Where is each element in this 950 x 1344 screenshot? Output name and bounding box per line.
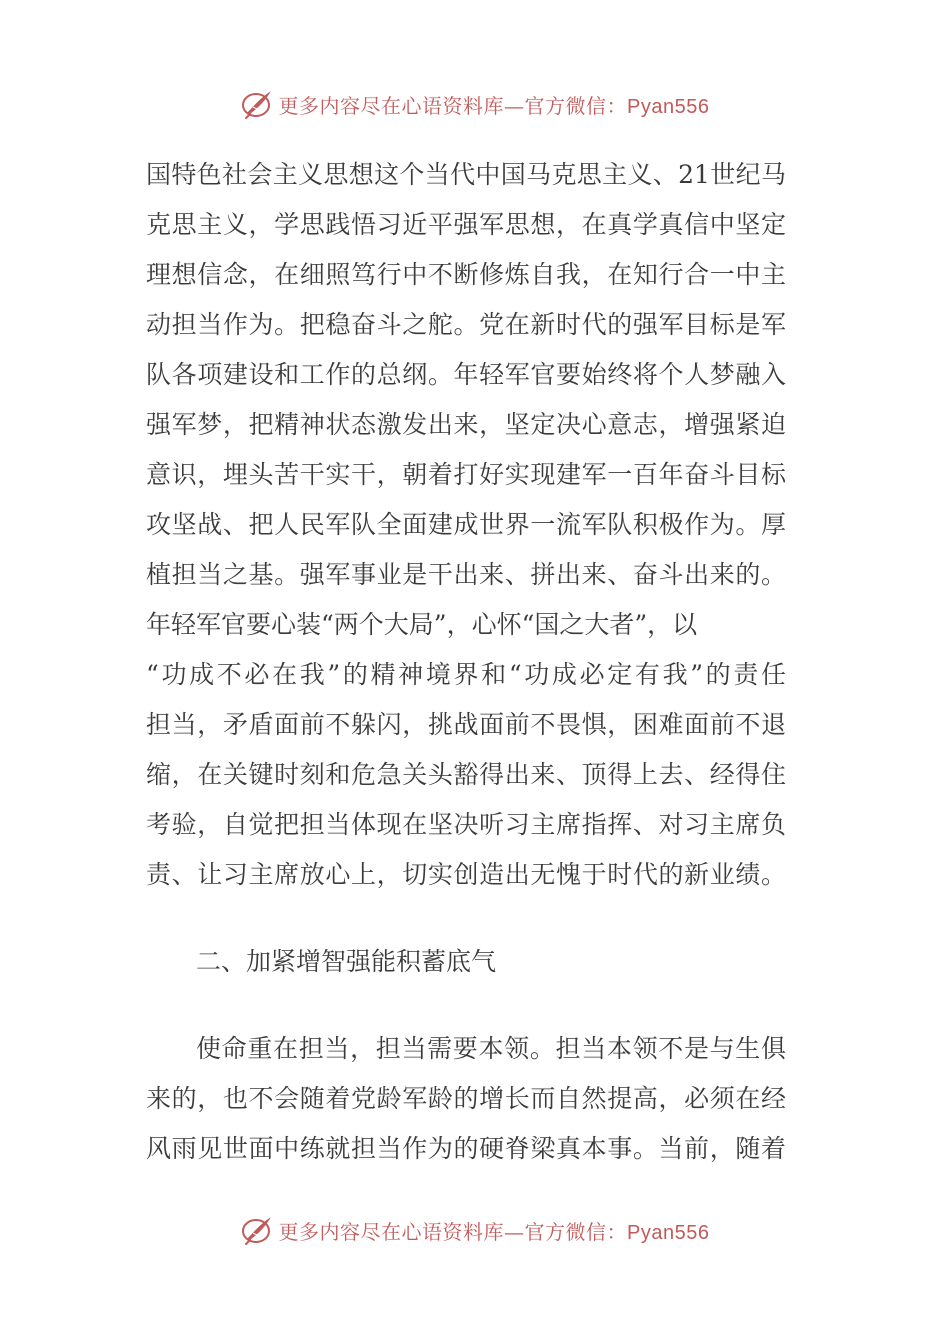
paragraph-2 bbox=[146, 1024, 786, 1174]
text-line: 责、让习主席放心上，切实创造出无愧于时代的新业绩。 bbox=[146, 860, 786, 889]
text-line: 强军梦，把精神状态激发出来，坚定决心意志，增强紧迫 bbox=[146, 410, 786, 439]
text-line: 攻坚战、把人民军队全面建成世界一流军队积极作为。厚 bbox=[146, 510, 786, 539]
text-line: 来的，也不会随着党龄军龄的增长而自然提高，必须在经 bbox=[146, 1084, 786, 1113]
document-body bbox=[146, 150, 786, 1174]
text-line: 理想信念，在细照笃行中不断修炼自我，在知行合一中主 bbox=[146, 260, 786, 289]
quill-pen-logo-icon bbox=[241, 1213, 275, 1247]
text-line: 国特色社会主义思想这个当代中国马克思主义、21世纪马 bbox=[146, 160, 786, 189]
text-line: 克思主义，学思践悟习近平强军思想，在真学真信中坚定 bbox=[146, 210, 786, 239]
text-line: 考验，自觉把担当体现在坚决听习主席指挥、对习主席负 bbox=[146, 810, 786, 839]
quill-pen-logo-icon bbox=[241, 87, 275, 121]
header-banner bbox=[0, 82, 950, 126]
text-line: 植担当之基。强军事业是干出来、拼出来、奋斗出来的。 bbox=[146, 560, 786, 589]
footer-banner bbox=[0, 1208, 950, 1252]
text-line: 年轻军官要心装“两个大局”，心怀“国之大者”，以 bbox=[146, 610, 698, 639]
text-line: 使命重在担当，担当需要本领。担当本领不是与生俱 bbox=[196, 1034, 786, 1063]
text-line: 担当，矛盾面前不躲闪，挑战面前不畏惧，困难面前不退 bbox=[146, 710, 786, 739]
header-wechat-id: Pyan556 bbox=[627, 95, 710, 118]
text-line: 风雨见世面中练就担当作为的硬脊梁真本事。当前，随着 bbox=[146, 1134, 786, 1163]
header-banner-text: 更多内容尽在心语资料库—官方微信：Pyan556 bbox=[278, 93, 710, 118]
text-line: “功成不必在我”的精神境界和“功成必定有我”的责任 bbox=[146, 660, 786, 689]
text-line: 意识，埋头苦干实干，朝着打好实现建军一百年奋斗目标 bbox=[146, 460, 786, 489]
section-heading: 二、加紧增智强能积蓄底气 bbox=[196, 947, 497, 976]
footer-wechat-id: Pyan556 bbox=[627, 1221, 710, 1244]
text-line: 缩，在关键时刻和危急关头豁得出来、顶得上去、经得住 bbox=[146, 760, 786, 789]
text-line: 队各项建设和工作的总纲。年轻军官要始终将个人梦融入 bbox=[146, 360, 786, 389]
text-line: 动担当作为。把稳奋斗之舵。党在新时代的强军目标是军 bbox=[146, 310, 786, 339]
paragraph-1 bbox=[146, 150, 786, 900]
footer-banner-text: 更多内容尽在心语资料库—官方微信：Pyan556 bbox=[278, 1219, 710, 1244]
